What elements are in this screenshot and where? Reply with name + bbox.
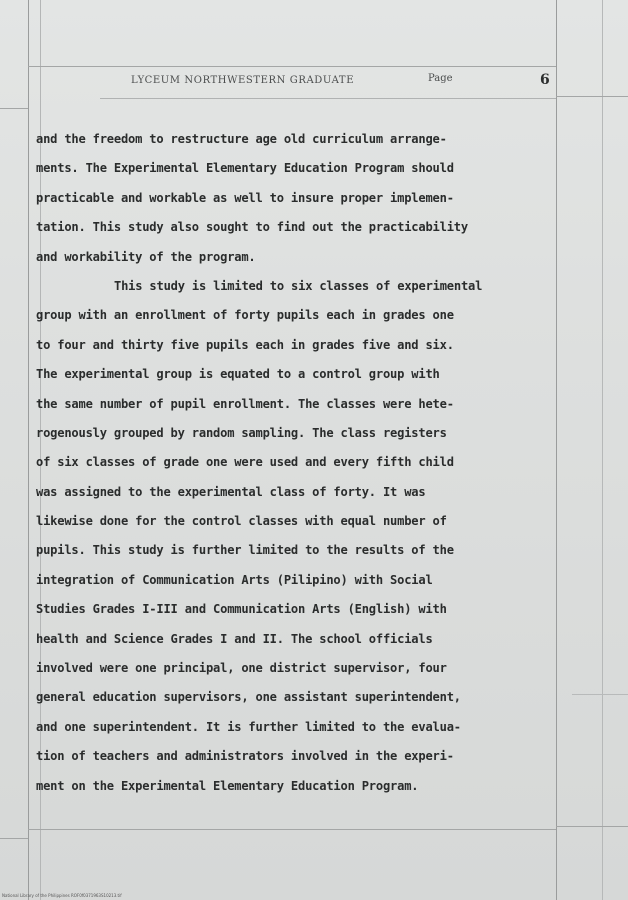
top-rule bbox=[28, 66, 556, 67]
text-line: of six classes of grade one were used and every fifth child bbox=[36, 455, 454, 470]
text-line: integration of Communication Arts (Pilipino) with Social bbox=[36, 572, 433, 587]
text-line: Studies Grades I-III and Communication Arts (English) with bbox=[36, 602, 447, 617]
text-line: tation. This study also sought to find out the practicability bbox=[36, 220, 468, 235]
text-line: pupils. This study is further limited to the results of the bbox=[36, 543, 454, 558]
text-line: involved were one principal, one district supervisor, four bbox=[36, 661, 447, 676]
text-line: and the freedom to restructure age old curriculum arrange- bbox=[36, 132, 447, 146]
left-bottom-tab-rule bbox=[0, 838, 28, 839]
text-line: The experimental group is equated to a control group with bbox=[36, 367, 440, 382]
text-line: ment on the Experimental Elementary Education Program. bbox=[36, 778, 419, 793]
text-line: general education supervisors, one assistant superintendent, bbox=[36, 690, 461, 705]
text-line: rogenously grouped by random sampling. The class registers bbox=[36, 425, 447, 440]
text-line: practicable and workable as well to insure proper implemen- bbox=[36, 190, 454, 205]
page-header bbox=[0, 72, 628, 92]
right-bottom-tab-rule bbox=[556, 826, 628, 827]
text-line: and workability of the program. bbox=[36, 249, 256, 264]
right-page-edge-line bbox=[602, 0, 603, 900]
text-line: the same number of pupil enrollment. The classes were hete- bbox=[36, 396, 454, 411]
text-line: was assigned to the experimental class of forty. It was bbox=[36, 484, 426, 499]
text-line: group with an enrollment of forty pupils each in grades one bbox=[36, 308, 454, 323]
header-rule bbox=[100, 98, 556, 99]
scan-footer: National Library of the Philippines ROF0f0371963S10213.tif bbox=[2, 893, 122, 898]
text-line: health and Science Grades I and II. The school officials bbox=[36, 631, 433, 646]
page-label: Page bbox=[428, 73, 453, 84]
header-title: LYCEUM NORTHWESTERN GRADUATE bbox=[131, 75, 355, 86]
left-margin-line bbox=[28, 0, 29, 900]
right-tab-rule bbox=[556, 96, 628, 97]
text-line: to four and thirty five pupils each in grades five and six. bbox=[36, 337, 454, 352]
text-line: ments. The Experimental Elementary Education Program should bbox=[36, 161, 454, 176]
page-number: 6 bbox=[540, 72, 550, 88]
body-text bbox=[36, 125, 596, 801]
text-line: and one superintendent. It is further limited to the evalua- bbox=[36, 719, 461, 734]
bottom-rule bbox=[28, 829, 556, 830]
text-line: tion of teachers and administrators involved in the experi- bbox=[36, 749, 454, 764]
text-line: likewise done for the control classes with equal number of bbox=[36, 514, 447, 529]
paragraph-start-line: This study is limited to six classes of experimental bbox=[114, 278, 483, 293]
left-tab-rule bbox=[0, 108, 28, 109]
